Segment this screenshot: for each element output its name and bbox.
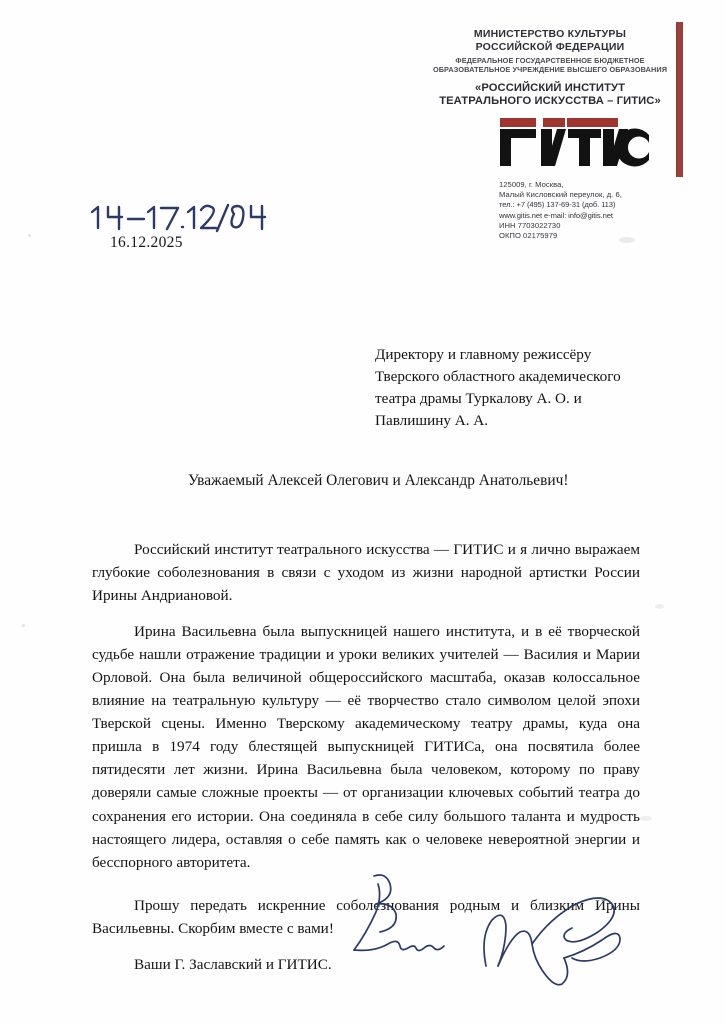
body-paragraph-2: Ирина Васильевна была выпускницей нашего института, и в её творческой судьбе нашли отражение традиции и уроки великих учителей — Василия и Марии Орловой. Она была величиной общероссийского масштаба, оказав колоссальное влияние на театральную культуру — её творчество стало символом целой эпохи Тверской сцены. Именно Тверскому академическому театру драмы, куда она пришла в 1974 году блестящей выпускницей ГИТИСа, она посвятила более пятидесяти лет жизни. Ирина Васильевна была человеком, которому по праву доверяли самые сложные проекты — от организации ключевых событий театра до сохранения его истории. Она соединяла в себе силу большого таланта и мудрость настоящего лидера, оставляя о себе память как о человеке невероятной энергии и бесспорного авторитета.: [92, 622, 640, 871]
gitis-logo: [497, 116, 652, 168]
institute-line-1: «РОССИЙСКИЙ ИНСТИТУТ: [475, 81, 625, 94]
signature-zaslavsky: [352, 872, 482, 967]
contact-inn: ИНН 7703022730: [499, 220, 561, 230]
handwritten-registration-mark: [88, 198, 268, 238]
scan-speck: [655, 604, 664, 609]
addressee-line-4: Павлишину А. А.: [375, 412, 489, 429]
contact-okpo: ОКПО 02175979: [499, 231, 558, 241]
signature-line-text: Ваши Г. Заславский и ГИТИС.: [134, 955, 332, 973]
institute-line-2: ТЕАТРАЛЬНОГО ИСКУССТВА – ГИТИС»: [439, 95, 661, 108]
letterhead-red-bar: [676, 22, 683, 177]
letterhead-block: [400, 28, 700, 109]
institute-name: [400, 82, 700, 109]
subordination-line-2: ОБРАЗОВАТЕЛЬНОЕ УЧРЕЖДЕНИЕ ВЫСШЕГО ОБРАЗОВАНИЯ: [432, 65, 668, 75]
signature-icon: [352, 872, 482, 967]
gitis-logo-icon: [497, 116, 652, 168]
ministry-line-2: РОССИЙСКОЙ ФЕДЕРАЦИИ: [475, 40, 625, 53]
salutation: Уважаемый Алексей Олегович и Александр Анатольевич!: [188, 472, 569, 489]
scan-speck: [22, 624, 25, 627]
signature-icon: [480, 888, 625, 998]
scan-speck: [619, 237, 635, 243]
addressee-line-2: Тверского областного академического: [375, 368, 621, 385]
contact-address-street: Малый Кисловский переулок, д. 6,: [499, 190, 622, 200]
contact-phone: тел.: +7 (495) 137-69-31 (доб. 113): [499, 200, 616, 210]
addressee-line-3: театра драмы Туркалову А. О. и: [375, 390, 582, 407]
addressee-line-1: Директору и главному режиссёру: [375, 346, 592, 363]
body-paragraph-1: Российский институт театрального искусства — ГИТИС и я лично выражаем глубокие соболезнования в связи с уходом из жизни народной артистки России Ирины Андриановой.: [92, 541, 640, 605]
handwriting-icon: [88, 198, 268, 238]
body-paragraph-3: Прошу передать искренние соболезнования родным и близким Ирины Васильевны. Скорбим вместе с вами!: [92, 896, 640, 937]
ministry-line-1: МИНИСТЕРСТВО КУЛЬТУРЫ: [473, 28, 627, 40]
scan-speck: [28, 234, 31, 237]
addressee-block: [375, 344, 683, 432]
contact-address-city: 125009, г. Москва,: [499, 180, 564, 189]
signature-second: [480, 888, 625, 998]
contact-web-email: www.gitis.net e-mail: info@gitis.net: [499, 210, 613, 220]
document-date: 16.12.2025: [110, 234, 183, 251]
contact-block: [499, 180, 699, 241]
subordination-line-1: ФЕДЕРАЛЬНОЕ ГОСУДАРСТВЕННОЕ БЮДЖЕТНОЕ: [455, 56, 645, 65]
scan-speck: [640, 816, 652, 821]
ministry-name: [400, 28, 700, 53]
subordination-text: [400, 56, 700, 75]
